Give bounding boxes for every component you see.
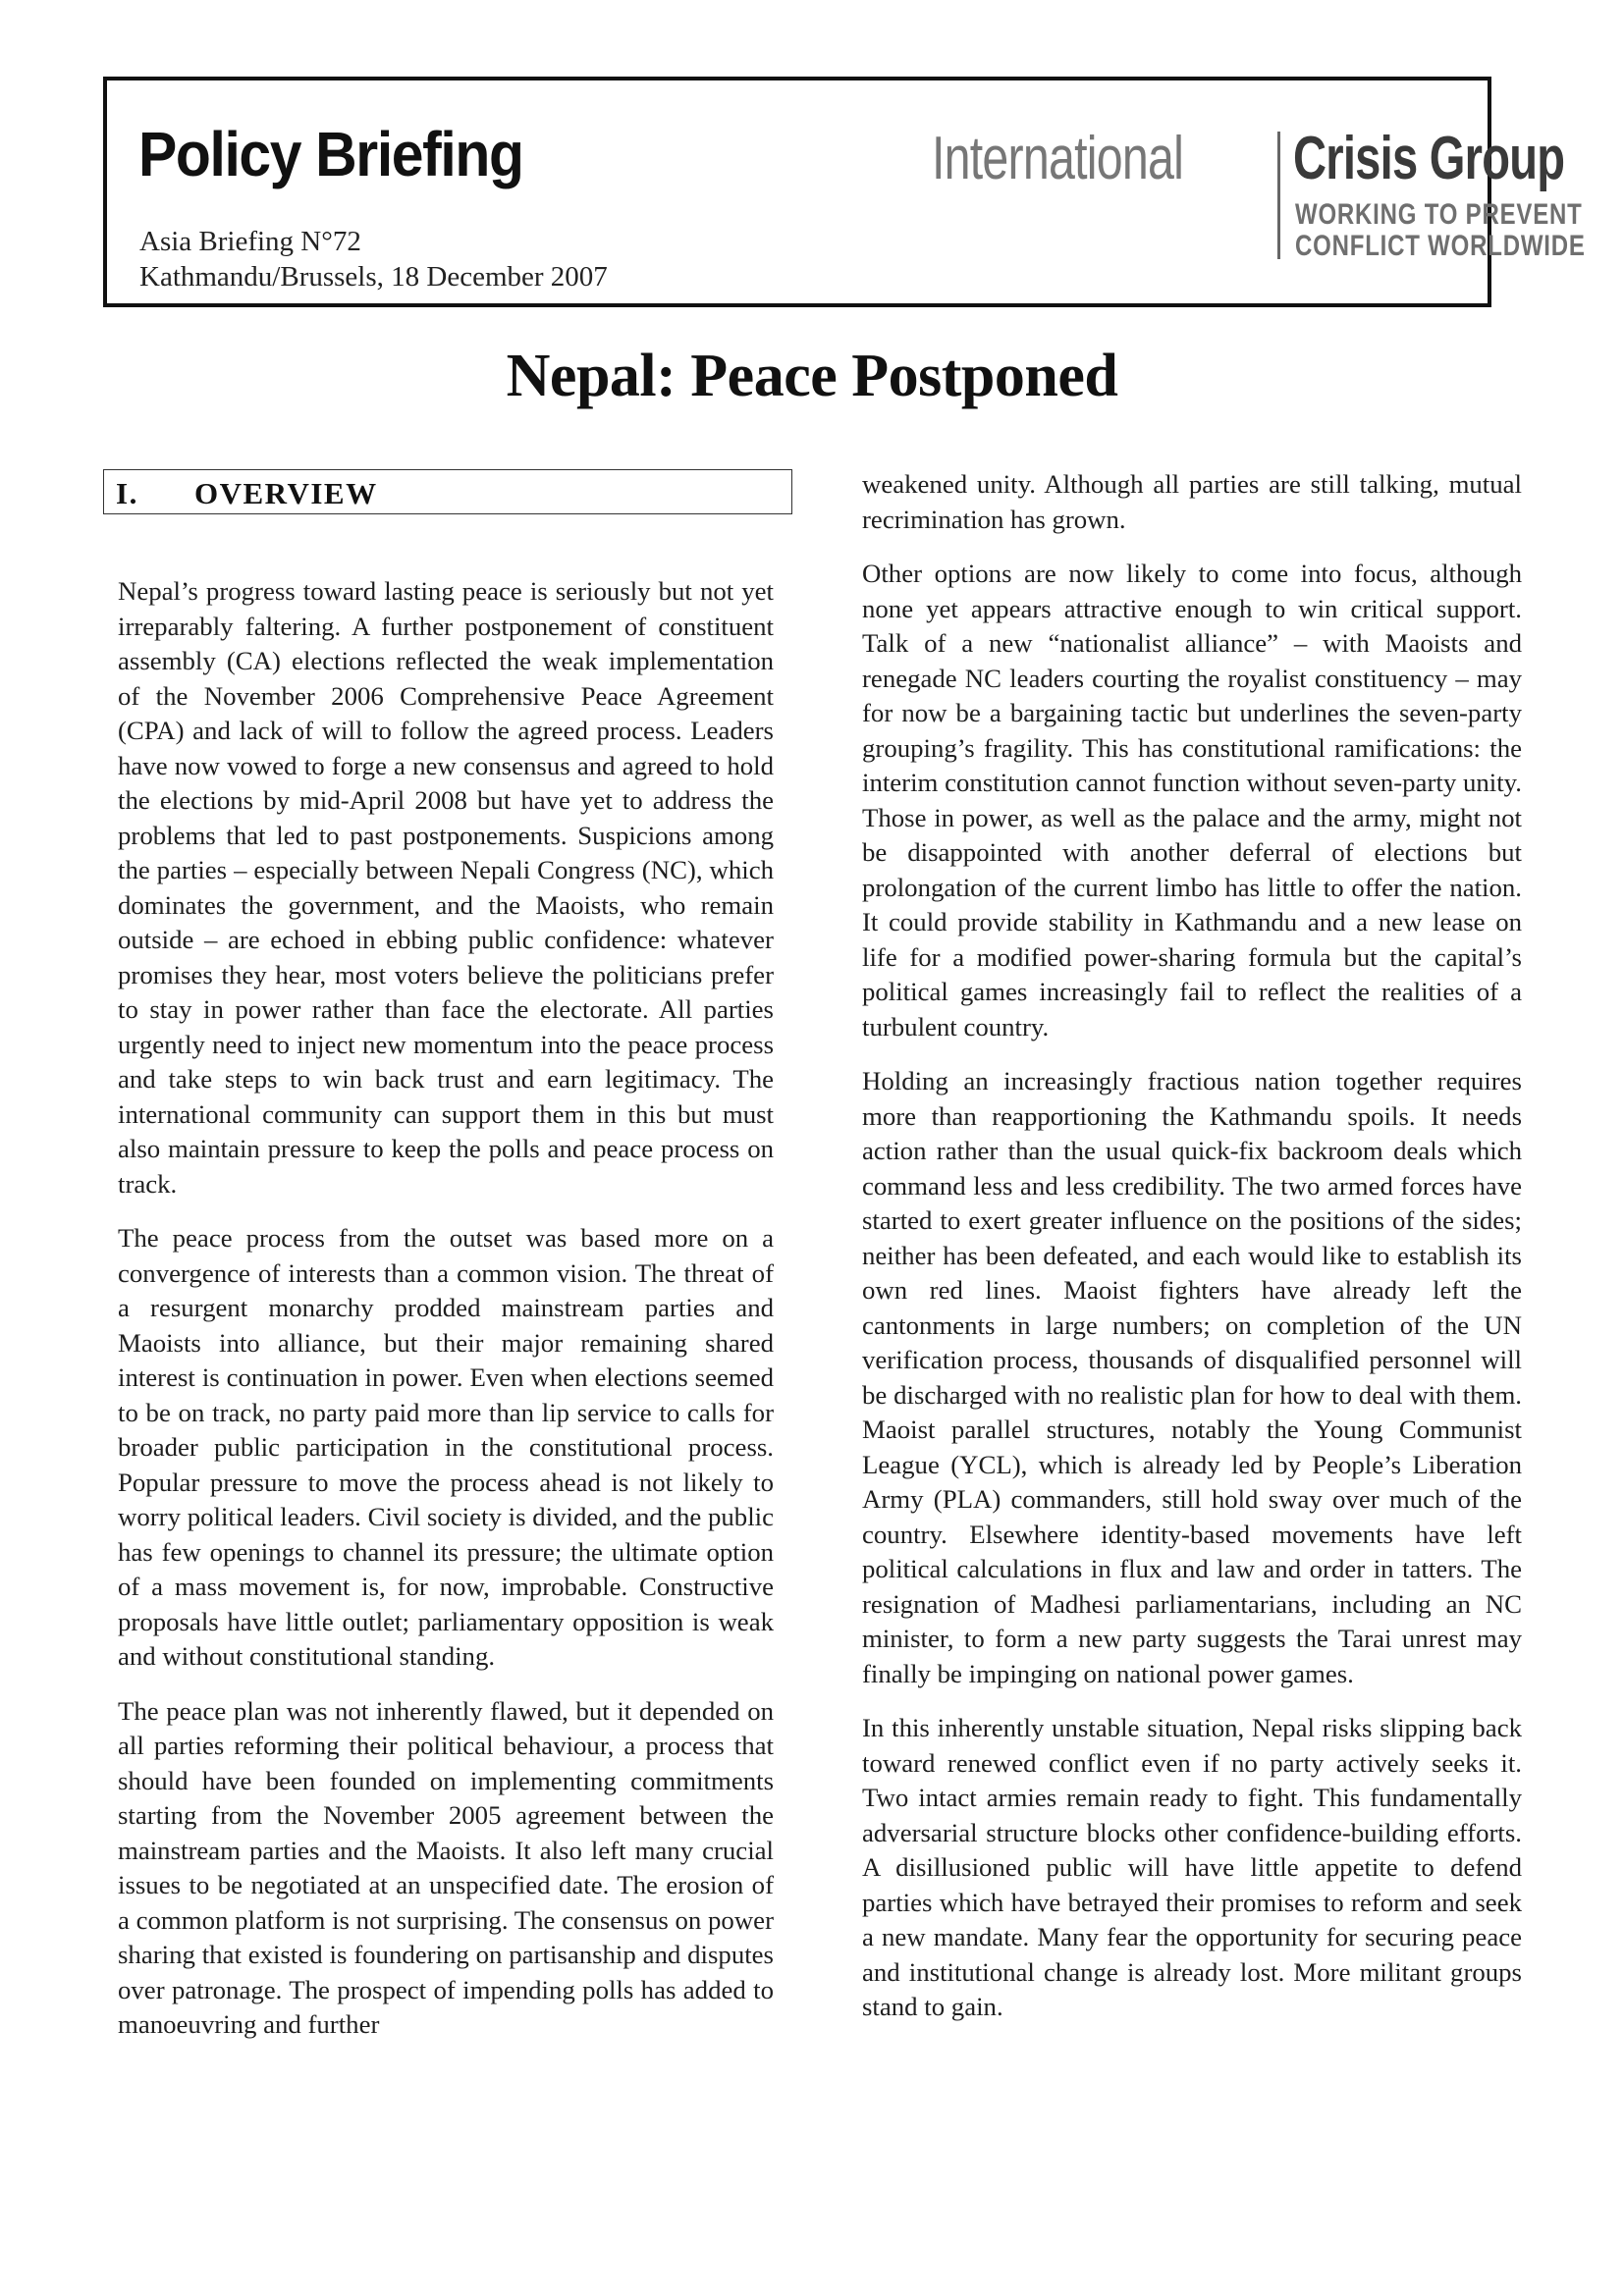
paragraph: Holding an increasingly fractious nation together requires more than reapportioning the Kathmandu spoils. It needs action rather than the usual quick-fix backroom deals which command less and less credibility. The two armed forces have started to exert greater influence on the positions of the sides; neither has been defeated, and each would like to establish its own red lines. Maoist fighters have already left the cantonments in large numbers; on completion of the UN verification process, thousands of disqualified personnel will be discharged with no realistic plan for how to deal with them. Maoist parallel structures, notably the Young Communist League (YCL), which is already led by People’s Liberation Army (PLA) commanders, still hold sway over much of the country. Elsewhere identity-based movements have left political calculations in flux and law and order in tatters. The resignation of Madhesi parliamentarians, including an NC minister, to form a new party suggests the Tarai unrest may finally be impinging on national power games. — [862, 1066, 1522, 1688]
paragraph: Nepal’s progress toward lasting peace is seriously but not yet irreparably faltering. A further postponement of constituent assembly (CA) elections reflected the weak implementation of the November 2006 Comprehensive Peace Agreement (CPA) and lack of will to follow the agreed process. Leaders have now vowed to forge a new consensus and agreed to hold the elections by mid-April 2008 but have yet to address the problems that led to past postponements. Suspicions among the parties – especially between Nepali Congress (NC), which dominates the government, and the Maoists, who remain outside – are echoed in ebbing public confidence: whatever promises they hear, most voters believe the politicians prefer to stay in power rather than face the electorate. All parties urgently need to inject new momentum into the peace process and take steps to win back trust and earn legitimacy. The international community can support them in this but must also maintain pressure to keep the polls and peace process on track. — [118, 576, 774, 1199]
section-number: I. — [116, 476, 138, 510]
section-name: OVERVIEW — [194, 476, 378, 510]
logo-tagline-2: CONFLICT WORLDWIDE — [1295, 230, 1586, 262]
left-column — [118, 574, 774, 2062]
right-column — [862, 467, 1522, 2045]
policy-briefing-title: Policy Briefing — [138, 119, 523, 189]
document-title: Nepal: Peace Postponed — [506, 343, 1118, 409]
paragraph: The peace plan was not inherently flawed, but it depended on all parties reforming their political behaviour, a process that should have been founded on implementing commitments starting from the November 2005 agreement between the mainstream parties and the Maoists. It also left many crucial issues to be negotiated at an unspecified date. The erosion of a common platform is not surprising. The consensus on power sharing that existed is foundering on partisanship and disputes over patronage. The prospect of impending polls has added to manoeuvring and further — [118, 1695, 774, 2039]
section-heading-overview — [103, 469, 792, 514]
logo-crisis-group-text: Crisis Group — [1293, 125, 1565, 192]
logo-international-text: International — [932, 125, 1184, 192]
paragraph: In this inherently unstable situation, Nepal risks slipping back toward renewed conflict even if no party actively seeks it. Two intact armies remain ready to fight. This fundamentally adversarial structure blocks other confidence-building efforts. A disillusioned public will have little appetite to defend parties which have betrayed their promises to reform and seek a new mandate. Many fear the opportunity for securing peace and institutional change is already lost. More militant groups stand to gain. — [862, 1713, 1522, 2021]
header-box — [103, 77, 1586, 307]
logo-tagline-1: WORKING TO PREVENT — [1295, 198, 1583, 231]
briefing-series-number: Asia Briefing N°72 — [139, 226, 361, 257]
briefing-dateline: Kathmandu/Brussels, 18 December 2007 — [139, 261, 608, 293]
paragraph: weakened unity. Although all parties are still talking, mutual recrimination has grown. — [862, 469, 1522, 534]
paragraph: Other options are now likely to come into focus, although none yet appears attractive enough to win critical support. Talk of a new “nationalist alliance” – with Maoists and renegade NC leaders courting the royalist constituency – may for now be a bargaining tactic but underlines the seven-party grouping’s fragility. This has constitutional ramifications: the interim constitution cannot function without seven-party unity. Those in power, as well as the palace and the army, might not be disappointed with another deferral of elections but prolongation of the current limbo has little to offer the nation. It could provide stability in Kathmandu and a new lease on life for a modified power-sharing formula but the capital’s political games increasingly fail to reflect the realities of a turbulent country. — [862, 559, 1522, 1041]
paragraph: The peace process from the outset was based more on a convergence of interests than a common vision. The threat of a resurgent monarchy prodded mainstream parties and Maoists into alliance, but their major remaining shared interest is continuation in power. Even when elections seemed to be on track, no party paid more than lip service to calls for broader public participation in the constitutional process. Popular pressure to move the process ahead is not likely to worry political leaders. Civil society is divided, and the public has few openings to channel its pressure; the ultimate option of a mass movement is, for now, improbable. Constructive proposals have little outlet; parliamentary opposition is weak and without constitutional standing. — [118, 1223, 774, 1671]
crisis-group-logo — [932, 124, 1586, 271]
logo-divider — [1277, 132, 1280, 259]
